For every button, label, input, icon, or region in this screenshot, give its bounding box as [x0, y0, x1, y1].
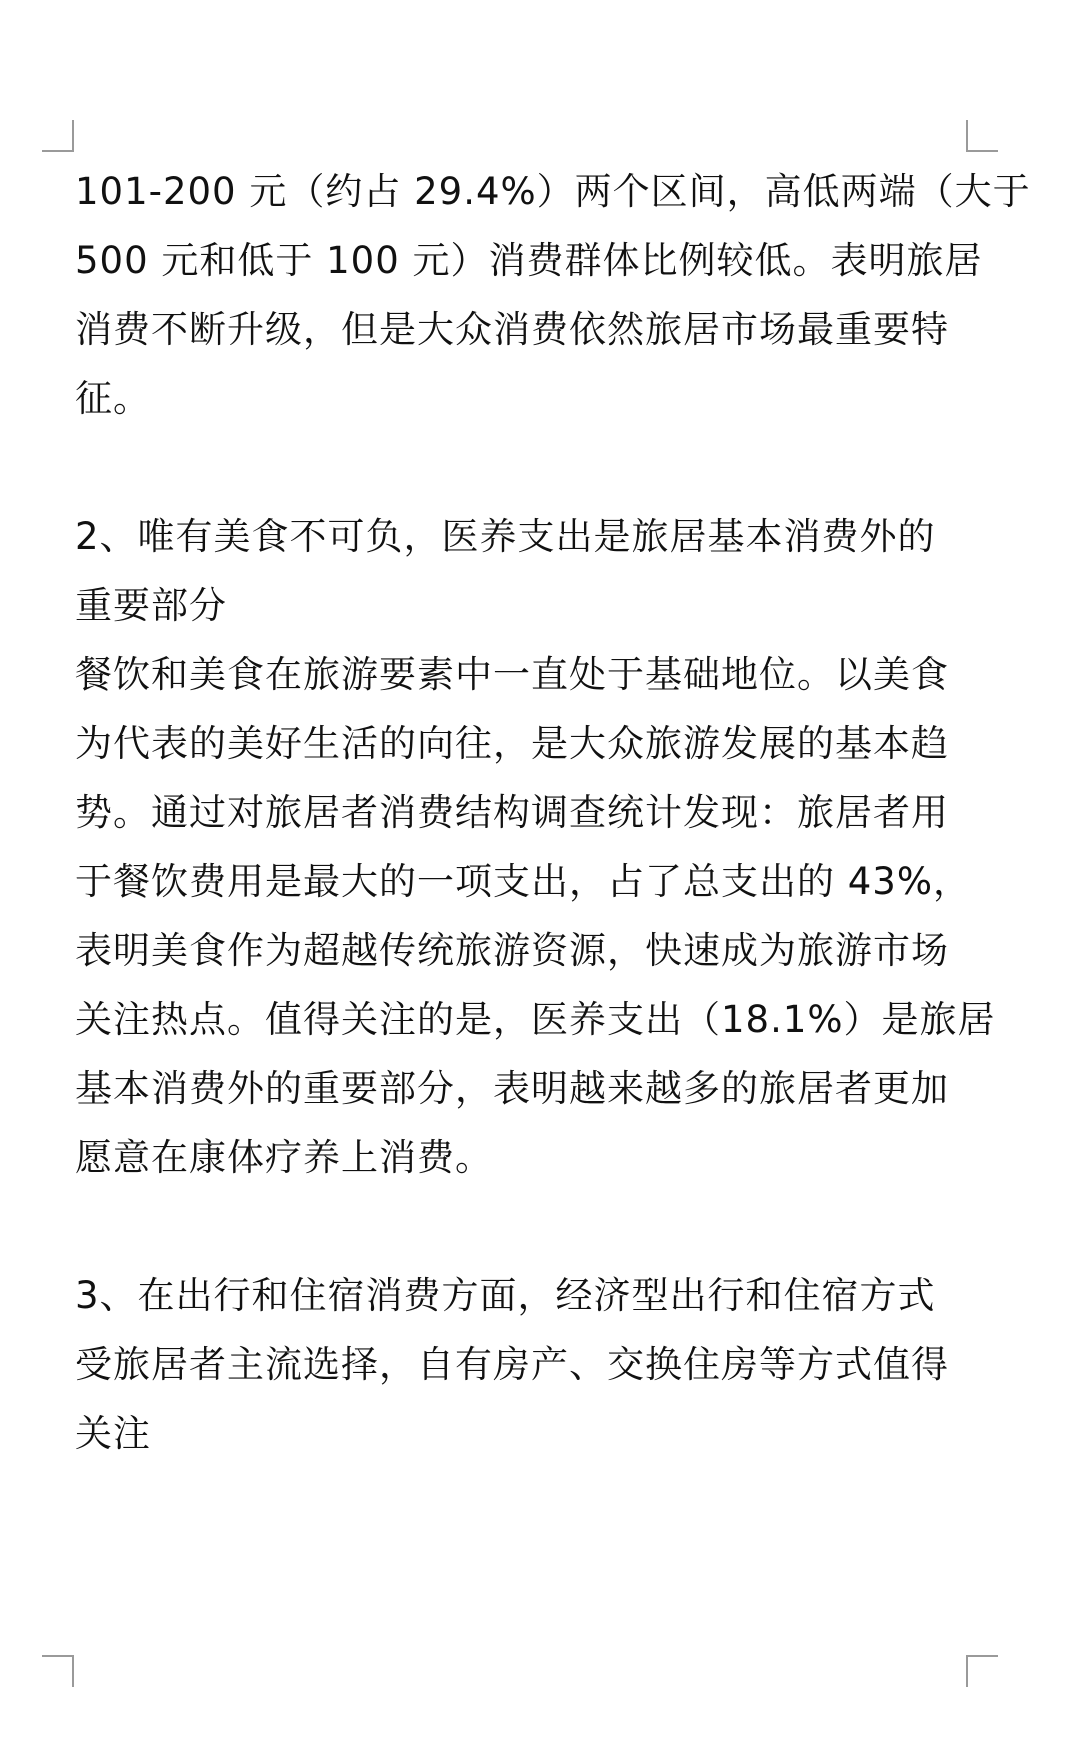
section-heading-line: 2、唯有美食不可负，医养支出是旅居基本消费外的: [75, 515, 936, 558]
paragraph-line: 基本消费外的重要部分，表明越来越多的旅居者更加: [75, 1067, 949, 1110]
paragraph-line: 势。通过对旅居者消费结构调查统计发现：旅居者用: [75, 791, 949, 834]
paragraph-line: 餐饮和美食在旅游要素中一直处于基础地位。以美食: [75, 653, 949, 696]
paragraph-line: 愿意在康体疗养上消费。: [75, 1136, 493, 1179]
section-heading-line: 重要部分: [75, 584, 227, 627]
section-heading-line: 3、在出行和住宿消费方面，经济型出行和住宿方式: [75, 1274, 936, 1317]
paragraph-line: 关注热点。值得关注的是，医养支出（18.1%）是旅居: [75, 998, 996, 1041]
page-corner-mark-top-right: [966, 120, 998, 152]
page-corner-mark-bottom-right: [966, 1655, 998, 1687]
paragraph-line: 征。: [75, 377, 151, 420]
paragraph-line: 消费不断升级，但是大众消费依然旅居市场最重要特: [75, 308, 949, 351]
paragraph-line: 表明美食作为超越传统旅游资源，快速成为旅游市场: [75, 929, 949, 972]
paragraph-line: 101-200 元（约占 29.4%）两个区间，高低两端（大于: [75, 170, 1031, 213]
section-heading-line: 关注: [75, 1412, 151, 1455]
page-corner-mark-top-left: [42, 120, 74, 152]
page-corner-mark-bottom-left: [42, 1655, 74, 1687]
paragraph-line: 500 元和低于 100 元）消费群体比例较低。表明旅居: [75, 239, 983, 282]
paragraph-line: 于餐饮费用是最大的一项支出，占了总支出的 43%，: [75, 860, 971, 903]
paragraph-line: 为代表的美好生活的向往，是大众旅游发展的基本趋: [75, 722, 949, 765]
section-heading-line: 受旅居者主流选择，自有房产、交换住房等方式值得: [75, 1343, 949, 1386]
